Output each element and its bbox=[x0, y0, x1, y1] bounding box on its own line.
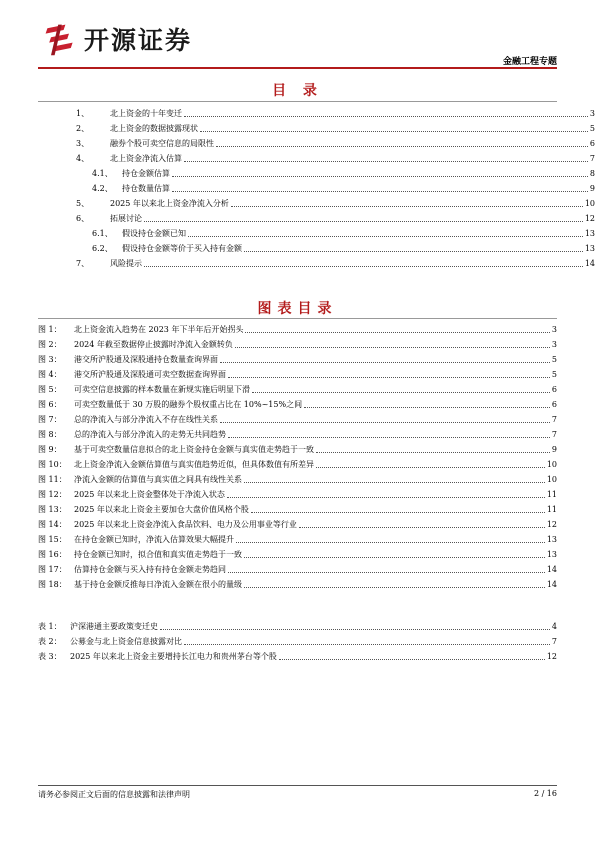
toc-entry-title: 假设持仓金额已知 bbox=[122, 229, 186, 238]
dot-leader bbox=[299, 526, 545, 528]
fig-entry-title: 总的净流入与部分净流入不存在线性关系 bbox=[74, 415, 218, 424]
figures-title-divider bbox=[38, 318, 557, 319]
fig-entry-number: 图 16： bbox=[38, 550, 67, 559]
toc-entry-number: 1、 bbox=[76, 109, 90, 118]
fig-entry-number: 图 18： bbox=[38, 580, 67, 589]
fig-entry-page: 14 bbox=[546, 580, 557, 589]
dot-leader bbox=[244, 481, 545, 483]
dot-leader bbox=[144, 265, 583, 267]
fig-entry-number: 图 12： bbox=[38, 490, 67, 499]
fig-entry-number: 图 17： bbox=[38, 565, 67, 574]
dot-leader bbox=[184, 160, 588, 162]
toc-entry-page: 13 bbox=[584, 229, 595, 238]
tab-entry-number: 表 3： bbox=[38, 652, 62, 661]
toc-entry-number: 6、 bbox=[76, 214, 90, 223]
dot-leader bbox=[304, 406, 550, 408]
fig-entry[interactable] bbox=[38, 440, 557, 455]
dot-leader bbox=[216, 145, 588, 147]
fig-entry-number: 图 6： bbox=[38, 400, 62, 409]
header-divider bbox=[38, 67, 557, 69]
toc-entry[interactable] bbox=[76, 179, 595, 194]
tab-entry-number: 表 2： bbox=[38, 637, 62, 646]
dot-leader bbox=[251, 511, 545, 513]
dot-leader bbox=[228, 376, 550, 378]
fig-entry-page: 3 bbox=[551, 325, 557, 334]
fig-entry-title: 2025 年以来北上资金主要加仓大盘价值风格个股 bbox=[74, 505, 249, 514]
fig-entry-page: 6 bbox=[551, 400, 557, 409]
page-number: 2 / 16 bbox=[533, 789, 557, 798]
dot-leader bbox=[244, 556, 545, 558]
toc-entry-page: 13 bbox=[584, 244, 595, 253]
fig-entry[interactable] bbox=[38, 350, 557, 365]
fig-entry[interactable] bbox=[38, 530, 557, 545]
toc-entry-number: 3、 bbox=[76, 139, 90, 148]
toc-entry-title: 假设持仓金额等价于买入持有金额 bbox=[122, 244, 242, 253]
dot-leader bbox=[236, 541, 545, 543]
footer-divider bbox=[38, 785, 557, 786]
fig-entry-title: 港交所沪股通及深股通持仓数量查询界面 bbox=[74, 355, 218, 364]
toc-entry-page: 12 bbox=[584, 214, 595, 223]
toc-entry-number: 6.2、 bbox=[92, 244, 113, 253]
toc-entry[interactable] bbox=[76, 104, 595, 119]
fig-entry-page: 11 bbox=[546, 505, 557, 514]
fig-entry-title: 净流入金额的估算值与真实值之间具有线性关系 bbox=[74, 475, 242, 484]
fig-entry-title: 持仓金额已知时，拟合值和真实值走势趋于一致 bbox=[74, 550, 242, 559]
fig-entry-page: 12 bbox=[546, 520, 557, 529]
fig-entry-title: 可卖空信息披露的样本数量在新规实施后明显下滑 bbox=[74, 385, 250, 394]
fig-entry[interactable] bbox=[38, 320, 557, 335]
dot-leader bbox=[227, 496, 545, 498]
fig-entry[interactable] bbox=[38, 470, 557, 485]
fig-entry-page: 14 bbox=[546, 565, 557, 574]
fig-entry-page: 13 bbox=[546, 550, 557, 559]
dot-leader bbox=[231, 205, 583, 207]
toc-entry-number: 4、 bbox=[76, 154, 90, 163]
tab-entry-page: 12 bbox=[546, 652, 557, 661]
tab-entry-title: 沪深港通主要政策变迁史 bbox=[70, 622, 158, 631]
tab-entry-page: 7 bbox=[551, 637, 557, 646]
dot-leader bbox=[244, 586, 545, 588]
toc-entry-title: 北上资金的数据披露现状 bbox=[110, 124, 198, 133]
toc-entry[interactable] bbox=[76, 119, 595, 134]
toc-list bbox=[38, 104, 595, 269]
tab-entry-page: 4 bbox=[551, 622, 557, 631]
fig-entry-number: 图 2： bbox=[38, 340, 62, 349]
dot-leader bbox=[316, 451, 550, 453]
toc-entry-title: 拓展讨论 bbox=[110, 214, 142, 223]
fig-entry-page: 11 bbox=[546, 490, 557, 499]
toc-entry[interactable] bbox=[76, 209, 595, 224]
fig-entry-title: 港交所沪股通及深股通可卖空数据查询界面 bbox=[74, 370, 226, 379]
tab-entry-title: 公募金与北上资金信息披露对比 bbox=[70, 637, 182, 646]
tab-entry[interactable] bbox=[38, 632, 557, 647]
fig-entry-title: 在持仓金额已知时，净流入估算效果大幅提升 bbox=[74, 535, 234, 544]
dot-leader bbox=[160, 628, 550, 630]
dot-leader bbox=[316, 466, 545, 468]
dot-leader bbox=[228, 571, 545, 573]
fig-entry-number: 图 10： bbox=[38, 460, 67, 469]
fig-entry-title: 基于可卖空数量信息拟合的北上资金持仓金额与真实值走势趋于一致 bbox=[74, 445, 314, 454]
fig-entry-number: 图 11： bbox=[38, 475, 67, 484]
report-type-label: 金融工程专题 bbox=[502, 57, 557, 67]
toc-entry-page: 5 bbox=[589, 124, 595, 133]
fig-entry-number: 图 14： bbox=[38, 520, 67, 529]
fig-entry-title: 2024 年截至数据停止披露时净流入金额转负 bbox=[74, 340, 233, 349]
fig-entry-title: 2025 年以来北上资金整体处于净流入状态 bbox=[74, 490, 225, 499]
fig-entry-title: 估算持仓金额与买入持有持仓金额走势趋同 bbox=[74, 565, 226, 574]
dot-leader bbox=[144, 220, 583, 222]
footer-disclaimer: 请务必参阅正文后面的信息披露和法律声明 bbox=[38, 790, 190, 799]
fig-entry[interactable] bbox=[38, 395, 557, 410]
fig-entry-number: 图 9： bbox=[38, 445, 62, 454]
toc-entry-number: 4.2、 bbox=[92, 184, 113, 193]
fig-entry-title: 总的净流入与部分净流入的走势无共同趋势 bbox=[74, 430, 226, 439]
toc-entry-page: 9 bbox=[589, 184, 595, 193]
fig-entry-number: 图 15： bbox=[38, 535, 67, 544]
fig-entry[interactable] bbox=[38, 515, 557, 530]
toc-title-divider bbox=[38, 101, 557, 102]
toc-entry-number: 2、 bbox=[76, 124, 90, 133]
dot-leader bbox=[184, 115, 588, 117]
fig-entry-title: 北上资金净流入金额估算值与真实值趋势近似，但具体数值有所差异 bbox=[74, 460, 314, 469]
fig-entry[interactable] bbox=[38, 545, 557, 560]
tab-entry[interactable] bbox=[38, 647, 557, 662]
dot-leader bbox=[245, 331, 549, 333]
fig-entry-page: 5 bbox=[551, 355, 557, 364]
fig-entry-page: 10 bbox=[546, 460, 557, 469]
fig-entry-page: 6 bbox=[551, 385, 557, 394]
fig-entry[interactable] bbox=[38, 380, 557, 395]
fig-entry[interactable] bbox=[38, 575, 557, 590]
dot-leader bbox=[235, 346, 550, 348]
dot-leader bbox=[184, 643, 550, 645]
fig-entry[interactable] bbox=[38, 335, 557, 350]
fig-entry-page: 5 bbox=[551, 370, 557, 379]
toc-entry-title: 风险提示 bbox=[110, 259, 142, 268]
toc-entry-number: 4.1、 bbox=[92, 169, 113, 178]
toc-entry-number: 6.1、 bbox=[92, 229, 113, 238]
dot-leader bbox=[252, 391, 550, 393]
toc-entry[interactable] bbox=[76, 254, 595, 269]
fig-entry-number: 图 1： bbox=[38, 325, 62, 334]
toc-entry-page: 7 bbox=[589, 154, 595, 163]
dot-leader bbox=[172, 175, 588, 177]
fig-entry-title: 2025 年以来北上资金净流入食品饮料、电力及公用事业等行业 bbox=[74, 520, 297, 529]
toc-entry[interactable] bbox=[76, 224, 595, 239]
tab-entry[interactable] bbox=[38, 617, 557, 632]
fig-entry-page: 7 bbox=[551, 430, 557, 439]
dot-leader bbox=[279, 658, 545, 660]
tab-entry-number: 表 1： bbox=[38, 622, 62, 631]
toc-entry[interactable] bbox=[76, 134, 595, 149]
toc-entry-title: 2025 年以来北上资金净流入分析 bbox=[110, 199, 229, 208]
figures-title: 图表目录 bbox=[257, 301, 338, 317]
toc-entry-title: 北上资金的十年变迁 bbox=[110, 109, 182, 118]
dot-leader bbox=[228, 436, 550, 438]
toc-entry-page: 14 bbox=[584, 259, 595, 268]
fig-entry-title: 基于持仓金额反推每日净流入金额在很小的量级 bbox=[74, 580, 242, 589]
fig-entry[interactable] bbox=[38, 410, 557, 425]
toc-entry-title: 持仓金额估算 bbox=[122, 169, 170, 178]
toc-title: 目 录 bbox=[272, 83, 323, 99]
toc-entry[interactable] bbox=[76, 194, 595, 209]
fig-entry-title: 北上资金流入趋势在 2023 年下半年后开始拐头 bbox=[74, 325, 244, 334]
fig-entry[interactable] bbox=[38, 455, 557, 470]
toc-entry-title: 融券个股可卖空信息的局限性 bbox=[110, 139, 214, 148]
toc-entry-title: 北上资金净流入估算 bbox=[110, 154, 182, 163]
toc-entry-page: 3 bbox=[589, 109, 595, 118]
dot-leader bbox=[200, 130, 588, 132]
figures-list bbox=[38, 320, 557, 590]
toc-entry[interactable] bbox=[76, 149, 595, 164]
toc-entry[interactable] bbox=[76, 239, 595, 254]
brand-logo-icon bbox=[42, 21, 78, 57]
tab-entry-title: 2025 年以来北上资金主要增持长江电力和贵州茅台等个股 bbox=[70, 652, 277, 661]
fig-entry[interactable] bbox=[38, 425, 557, 440]
fig-entry-page: 10 bbox=[546, 475, 557, 484]
toc-entry-title: 持仓数量估算 bbox=[122, 184, 170, 193]
fig-entry-page: 7 bbox=[551, 415, 557, 424]
toc-entry-page: 6 bbox=[589, 139, 595, 148]
fig-entry-number: 图 3： bbox=[38, 355, 62, 364]
fig-entry-number: 图 8： bbox=[38, 430, 62, 439]
fig-entry-number: 图 4： bbox=[38, 370, 62, 379]
fig-entry[interactable] bbox=[38, 560, 557, 575]
dot-leader bbox=[220, 421, 550, 423]
toc-entry-page: 10 bbox=[584, 199, 595, 208]
tables-list bbox=[38, 617, 557, 662]
dot-leader bbox=[220, 361, 550, 363]
brand-logo bbox=[42, 18, 192, 60]
dot-leader bbox=[172, 190, 588, 192]
dot-leader bbox=[244, 250, 583, 252]
fig-entry-page: 13 bbox=[546, 535, 557, 544]
fig-entry-page: 3 bbox=[551, 340, 557, 349]
fig-entry-page: 9 bbox=[551, 445, 557, 454]
fig-entry-number: 图 7： bbox=[38, 415, 62, 424]
dot-leader bbox=[188, 235, 583, 237]
toc-entry-number: 5、 bbox=[76, 199, 90, 208]
fig-entry[interactable] bbox=[38, 500, 557, 515]
toc-entry[interactable] bbox=[76, 164, 595, 179]
page-header bbox=[38, 14, 557, 68]
fig-entry-title: 可卖空数量低于 30 万股的融券个股权重占比在 10%~15%之间 bbox=[74, 400, 303, 409]
toc-entry-page: 8 bbox=[589, 169, 595, 178]
fig-entry[interactable] bbox=[38, 365, 557, 380]
fig-entry[interactable] bbox=[38, 485, 557, 500]
toc-entry-number: 7、 bbox=[76, 259, 90, 268]
brand-name: 开源证券 bbox=[84, 26, 193, 55]
fig-entry-number: 图 5： bbox=[38, 385, 62, 394]
fig-entry-number: 图 13： bbox=[38, 505, 67, 514]
